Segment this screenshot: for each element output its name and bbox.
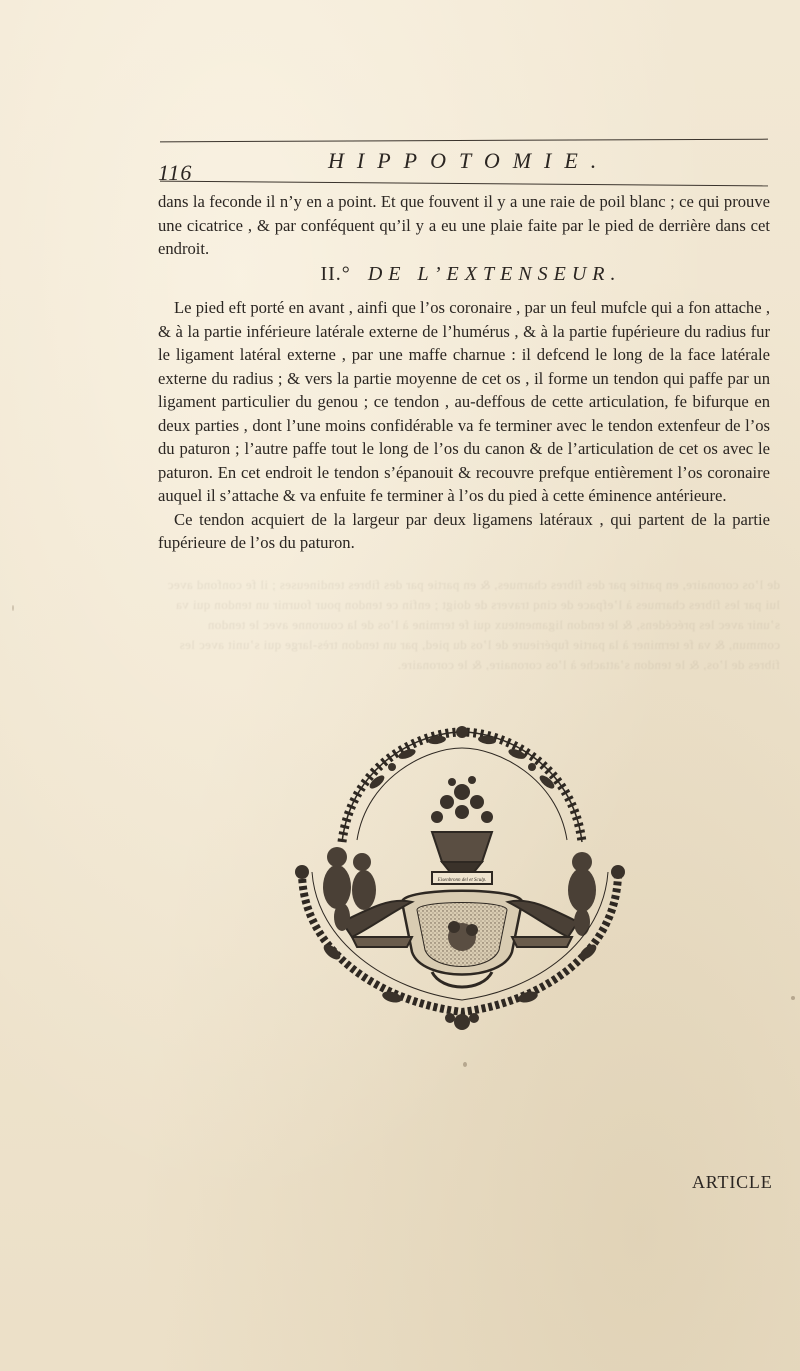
- section-paragraph-1: Le pied eft porté en avant , ainfi que l’os coronaire , par un feul mufcle qui a fon attache , & à la partie inférieure latérale externe de l’humérus , & à la partie fupérieure du radius fur le ligament latéral externe , par une maffe charnue : il defcend le long de la face latérale externe du radius ; & vers la partie moyenne de cet os , il forme un tendon qui paffe par un ligament particulier du genou ; ce tendon , au-deffous de cette articulation, fe bifurque en deux parties , dont l’une moins confidérable va fe terminer avec le tendon extenfeur de l’os du paturon ; l’autre paffe tout le long de l’os du canon & de l’articulation de cet os avec le paturon. En cet endroit le tendon s’épanouit & recouvre prefque entièrement l’os coronaire auquel il s’attache & va enfuite fe terminer à l’os du pied à cette éminence antérieure.: [158, 298, 770, 505]
- foxing-spot: [12, 605, 14, 611]
- section-heading: [158, 263, 770, 287]
- header-rule-bottom: [160, 181, 768, 187]
- section-title: DE L’EXTENSEUR.: [367, 262, 622, 285]
- catchword: ARTICLE: [692, 1172, 773, 1192]
- header-rule-top: [160, 139, 768, 143]
- main-text: [158, 190, 770, 555]
- show-through-text: de l’os coronaire, en partie par des fibres charnues, & en partie par des fibres tendineuses ; il fe confond avec lui par les fibres charnues à l’efpace de cinq travers de doigt ; enfin ce tendon pour fournir un tendon qui va s’unir avec les précédens, & le tendon ligamenteux qui fe termine à l’os de la couronne avec le tendon commun, & va fe terminer à la partie fupérieure de l’os du pied, par un tendon très-large qui s’unit avec les fibres de l’os, & le tendon s’attache à l’os coronaire, & le coronaire.: [167, 577, 780, 672]
- section-paragraph-2: Ce tendon acquiert de la largeur par deux ligamens latéraux , qui partent de la partie fupérieure de l’os du paturon.: [158, 509, 770, 552]
- running-title: HIPPOTOMIE.: [328, 148, 610, 173]
- section-number: II.°: [320, 262, 351, 285]
- foxing-spot: [463, 1062, 467, 1067]
- ornamental-vignette: [282, 722, 638, 1038]
- continued-paragraph: dans la feconde il n’y en a point. Et que fouvent il y a une raie de poil blanc ; ce qui prouve une cicatrice , & par conféquent qu’il y a eu une plaie faite par le pied de derrière dans cet endroit.: [158, 192, 770, 258]
- vignette-inscription: Eisenbronn del et Sculp.: [437, 878, 487, 883]
- page-number: 116: [158, 160, 193, 185]
- foxing-spot: [791, 996, 795, 1000]
